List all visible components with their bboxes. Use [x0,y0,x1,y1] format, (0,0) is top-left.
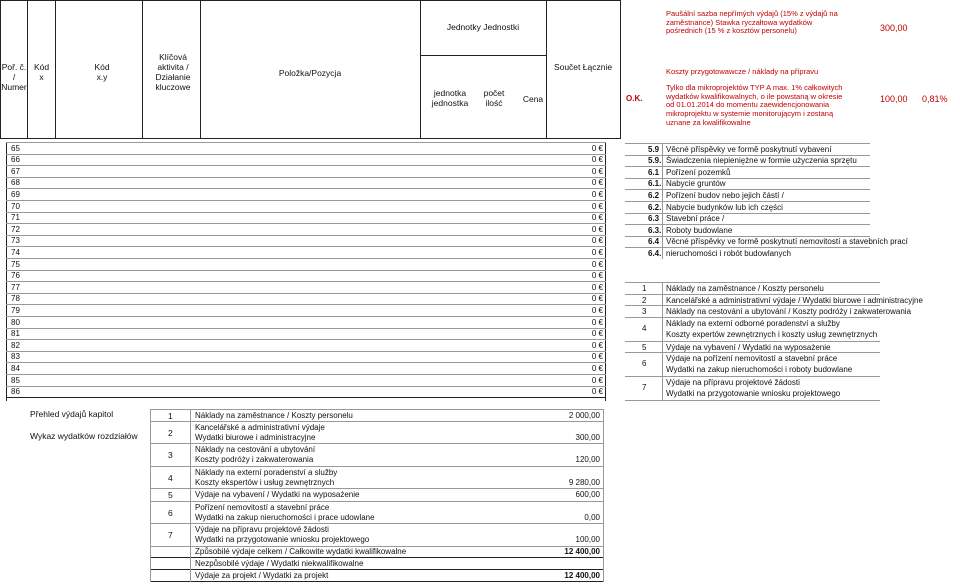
code-description-2: Koszty expertów zewnętrznych i koszty usług zewnętrznych [666,329,878,339]
col-kod2: Kód x.y [94,62,110,82]
row-border [6,397,606,398]
code-description: nieruchomości i robót budowlanych [666,248,791,258]
row-value: 0 € [591,236,603,246]
row-value: 0 € [591,340,603,350]
col-pocet: počet ilość [483,88,505,108]
summary-value: 120,00 [575,455,600,464]
code-description: Věcné příspěvky ve formě poskytnutí vybavení [666,144,832,154]
code-number: 2 [642,295,647,305]
summary-title-cz: Přehled výdajů kapitol [30,409,114,419]
summary-value: 9 280,00 [568,478,600,487]
col-polozka: Položka/Pozycja [278,68,342,78]
summary-number: 6 [168,508,173,518]
row-value: 0 € [591,189,603,199]
code-number: 6.2. [648,202,662,212]
row-number: 76 [11,271,20,281]
code-description: Náklady na zaměstnance / Koszty personelu [666,283,824,293]
col-soucet: Součet Łącznie [553,62,613,72]
row-number: 83 [11,352,20,362]
code-description: Roboty budowlane [666,225,733,235]
row-value: 0 € [591,213,603,223]
summary-value: 600,00 [575,490,600,499]
code-description: Náklady na externí odborné poradenství a služby [666,318,840,328]
project-total-label: Výdaje za projekt / Wydatki za projekt [195,571,329,580]
row-value: 0 € [591,282,603,292]
row-number: 71 [11,213,20,223]
row-value: 0 € [591,387,603,397]
summary-number: 5 [168,490,173,500]
row-value: 0 € [591,305,603,315]
summary-label: Pořízení nemovitostí a stavební práce [195,502,330,512]
code-description: Pořízení pozemků [666,167,731,177]
summary-label-2: Koszty ekspertów i usług zewnętrznych [195,478,335,487]
summary-title-pl: Wykaz wydatków rozdziałów [30,431,138,441]
row-value: 0 € [591,363,603,373]
row-value: 0 € [591,375,603,385]
ok-status: O.K. [626,94,643,103]
summary-label: Výdaje na přípravu projektové žádosti [195,524,329,534]
code-number: 7 [642,383,647,392]
header-top-border [0,0,620,1]
code-description: Pořízení budov nebo jejich částí / [666,190,784,200]
summary-label-2: Koszty podróży i zakwaterowania [195,455,314,464]
row-value: 0 € [591,271,603,281]
row-number: 75 [11,259,20,269]
code-description: Stavební práce / [666,214,725,224]
summary-value: 0,00 [584,513,600,522]
summary-number: 2 [168,428,173,438]
row-number: 70 [11,201,20,211]
project-total-value: 12 400,00 [564,571,600,580]
code-description: Výdaje na přípravu projektové žádosti [666,377,800,387]
row-number: 74 [11,247,20,257]
row-value: 0 € [591,329,603,339]
row-value: 0 € [591,259,603,269]
summary-divider [190,409,191,582]
tylko-value: 100,00 [880,94,908,104]
code-number: 6.1 [648,167,660,177]
code-number: 6.3. [648,225,662,235]
row-number: 82 [11,340,20,350]
code-number: 6.1. [648,179,662,189]
code-border [625,400,880,401]
total-eligible-value: 12 400,00 [564,547,600,556]
summary-number: 4 [168,473,173,483]
col-jednotky: Jednotky Jednostki [446,22,520,32]
code-number: 1 [642,283,647,293]
row-number: 73 [11,236,20,246]
row-number: 80 [11,317,20,327]
summary-divider [603,409,604,582]
row-number: 65 [11,143,20,153]
summary-label: Kancelářské a administrativní výdaje [195,422,325,432]
code-description: Nabycie budynków lub ich części [666,202,783,212]
row-number: 85 [11,375,20,385]
col-por: Poř. č. / Numer [1,62,27,92]
row-value: 0 € [591,352,603,362]
row-number: 69 [11,189,20,199]
row-value: 0 € [591,178,603,188]
code-divider [662,143,663,259]
summary-number: 3 [168,450,173,460]
pausal-note: Paušální sazba nepřímých výdajů (15% z výdajů na zaměstnance) Stawka ryczałtowa wydatków pośrednich (15 % z kosztów personelu) [666,9,838,36]
col-kod1: Kód x [33,62,50,82]
code-description-2: Wydatki na przygotowanie wniosku projektowego [666,388,841,398]
tylko-percent: 0,81% [922,94,948,104]
code-description: Nabycie gruntów [666,179,726,189]
row-value: 0 € [591,166,603,176]
summary-value: 100,00 [575,535,600,544]
code-description: Věcné příspěvky ve formě poskytnutí nemovitostí a stavebních prací [666,237,908,247]
summary-label-2: Wydatki biurowe i administracyjne [195,433,316,442]
row-number: 68 [11,178,20,188]
row-value: 0 € [591,224,603,234]
code-description-2: Wydatki na zakup nieruchomości i roboty budowlane [666,364,853,374]
row-value: 0 € [591,247,603,257]
row-value: 0 € [591,201,603,211]
summary-label: Náklady na externí poradenství a služby [195,467,338,477]
col-cena: Cena [522,94,544,104]
col-aktivita: Klíčová aktivita / Działanie kluczowe [155,52,191,92]
row-number: 77 [11,282,20,292]
summary-label: Náklady na zaměstnance / Koszty personelu [195,410,353,420]
summary-label: Výdaje na vybavení / Wydatki na wyposażenie [195,489,360,499]
code-number: 5 [642,342,647,352]
header-bottom-border [0,138,620,139]
summary-border [150,569,603,570]
summary-number: 7 [168,530,173,540]
row-number: 79 [11,305,20,315]
col-jednotka: jednotka jednostka [431,88,469,108]
row-number: 78 [11,294,20,304]
code-description: Kancelářské a administrativní výdaje / Wydatki biurowe i administracyjne [666,295,923,305]
code-number: 6.4 [648,237,660,247]
row-number: 66 [11,155,20,165]
summary-border [150,581,603,582]
row-value: 0 € [591,155,603,165]
code-number: 6.3 [648,214,660,224]
code-description: Świadczenia niepieniężne w formie użyczenia sprzętu [666,156,857,166]
row-number: 84 [11,363,20,373]
code-number: 5.9. [648,156,662,166]
row-number: 86 [11,387,20,397]
row-value: 0 € [591,317,603,327]
row-value: 0 € [591,294,603,304]
code-number: 6.2 [648,190,660,200]
ineligible-label: Nezpůsobilé výdaje / Wydatki niekwalifikowalne [195,559,364,568]
row-value: 0 € [591,143,603,153]
row-number: 72 [11,224,20,234]
code-divider [662,282,663,400]
total-eligible-label: Způsobilé výdaje celkem / Całkowite wydatki kwalifikowalne [195,547,407,556]
code-number: 6 [642,359,647,368]
summary-border [150,557,603,558]
summary-label-2: Wydatki na przygotowanie wniosku projektowego [195,535,370,544]
summary-value: 2 000,00 [568,411,600,420]
code-number: 3 [642,306,647,316]
row-number: 67 [11,166,20,176]
summary-label-2: Wydatki na zakup nieruchomości i prace udowlane [195,513,375,522]
summary-value: 300,00 [575,433,600,442]
summary-label: Náklady na cestování a ubytování [195,444,316,454]
code-description: Náklady na cestování a ubytování / Koszty podróży i zakwaterowania [666,306,912,316]
code-description: Výdaje na vybavení / Wydatki na wyposażenie [666,342,831,352]
koszty-note: Koszty przygotowawcze / náklady na přípravu [666,67,819,76]
pausal-value: 300,00 [880,23,908,33]
code-number: 5.9 [648,144,660,154]
summary-number: 1 [168,411,173,421]
code-number: 4 [642,324,647,333]
row-number: 81 [11,329,20,339]
code-number: 6.4. [648,248,662,258]
tylko-note: Tylko dla mikroprojektów TYP A max. 1% całkowitych wydatków kwalifikowalnych, o ile powstaną w okresie od 01.01.2014 do momentu zaewidencjonowania mikroprojektu w systemie monitorującym i zostaną uznane za kwalifikowalne [666,83,843,127]
summary-divider [150,409,151,582]
code-description: Výdaje na pořízení nemovitostí a stavební práce [666,353,838,363]
summary-titles [30,409,138,441]
